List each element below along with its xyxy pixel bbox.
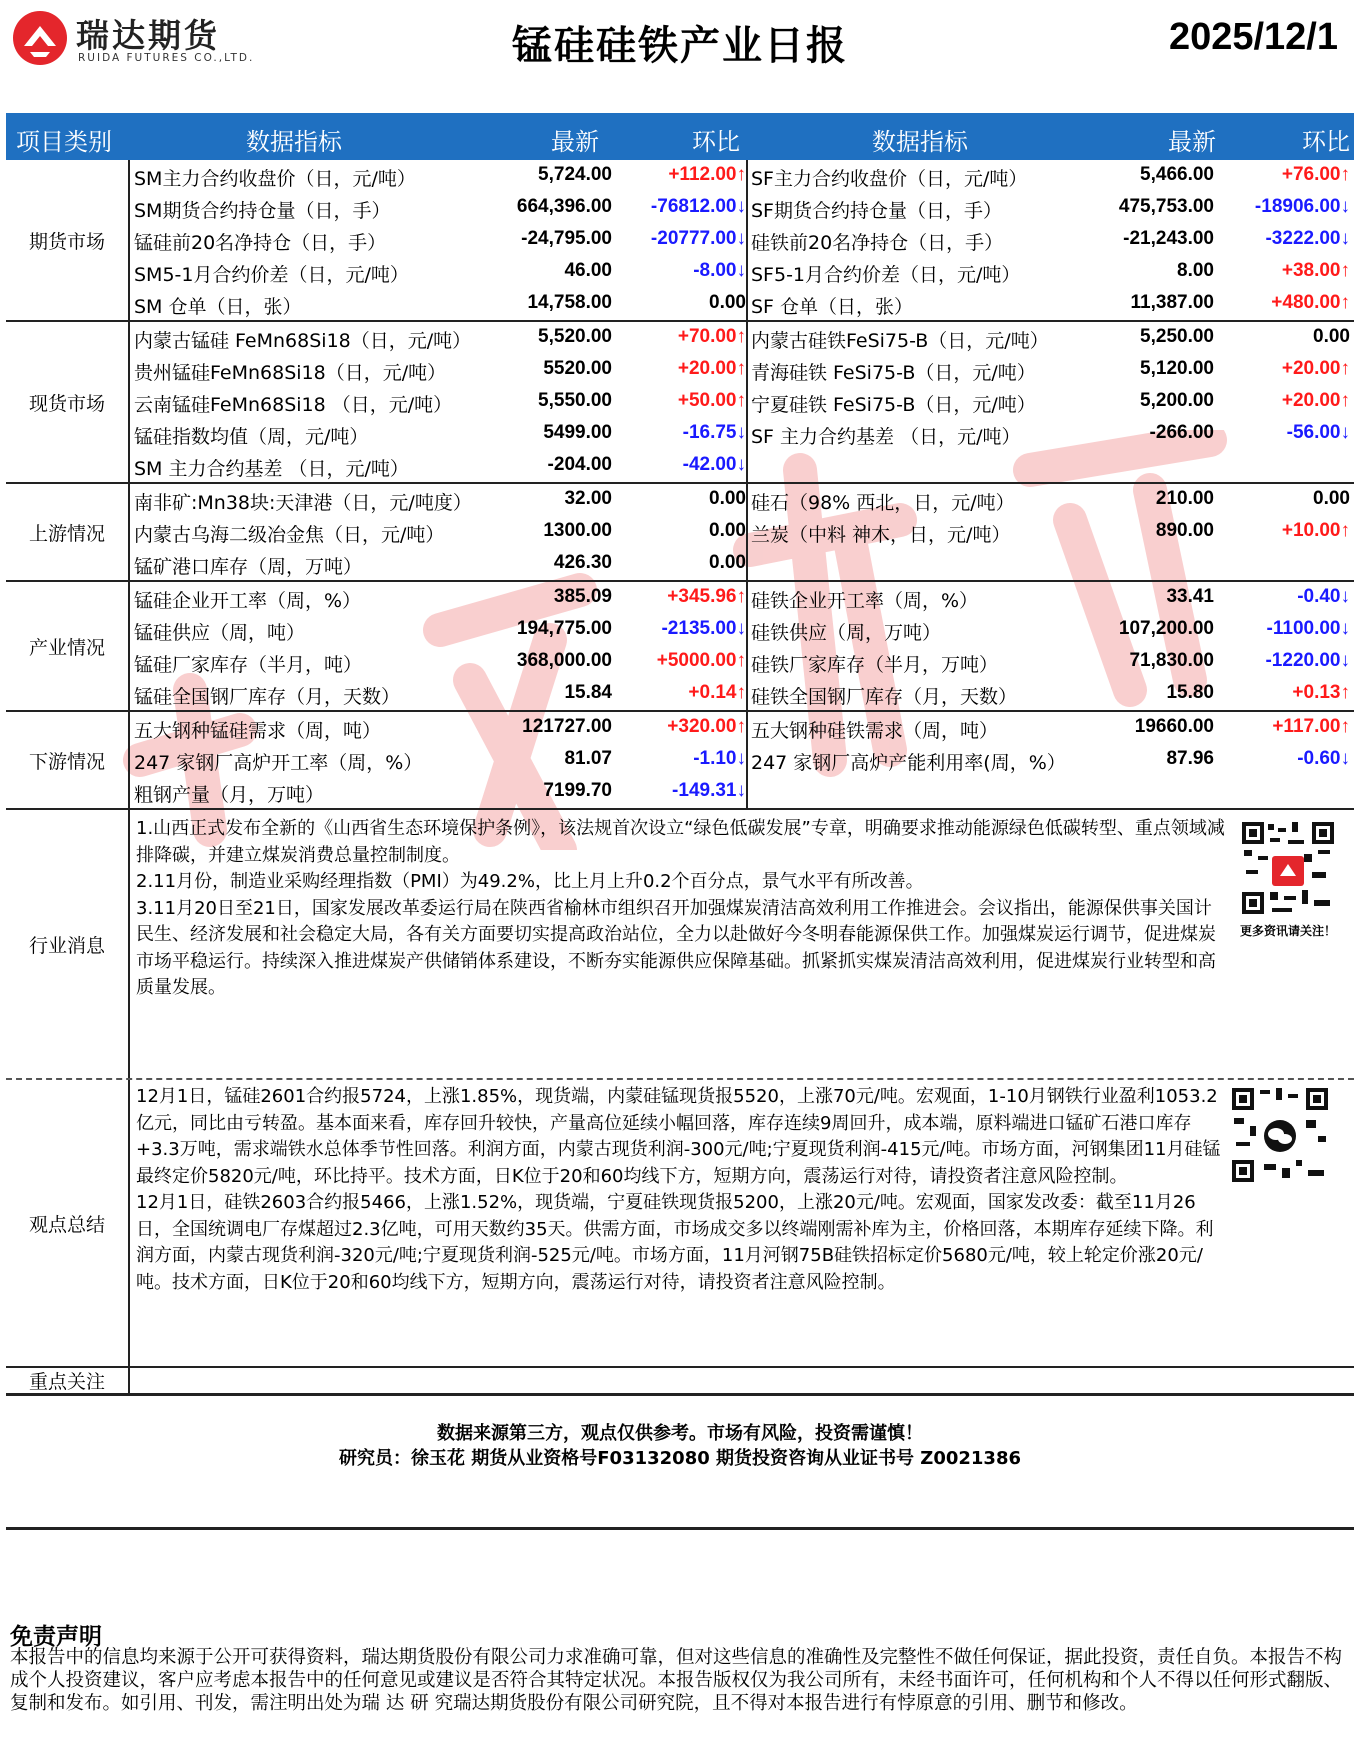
latest-value-left: 5,550.00 bbox=[538, 390, 612, 411]
section-category: 上游情况 bbox=[6, 484, 130, 580]
indicator-name-left: SM 主力合约基差 （日，元/吨） bbox=[134, 458, 409, 480]
change-value-left: -1.10↓ bbox=[693, 748, 746, 769]
change-value-left: 0.00 bbox=[709, 520, 746, 541]
table-row bbox=[6, 450, 1354, 482]
latest-value-left: -24,795.00 bbox=[521, 228, 612, 249]
brand-name-cn: 瑞达期货 bbox=[76, 16, 220, 55]
latest-value-left: 194,775.00 bbox=[516, 618, 612, 639]
latest-value-left: 664,396.00 bbox=[516, 196, 612, 217]
paragraph: 12月1日，硅铁2603合约报5466，上涨1.52%，现货端，宁夏硅铁现货报5200，上涨20元/吨。宏观面，国家发改委：截至11月26日，全国统调电厂存煤超过2.3亿吨，可用天数约35天。供需方面，市场成交多以终端刚需补库为主，价格回落，本期库存延续下降。利润方面，内蒙古现货利润-320元/吨;宁夏现货利润-525元/吨。市场方面，11月河钢75B硅铁招标定价5680元/吨，较上轮定价涨20元/吨。技术方面，日K位于20和60均线下方，短期方向，震荡运行对待，请投资者注意风险控制。 bbox=[136, 1192, 1214, 1293]
header-change-left: 环比 bbox=[692, 128, 740, 156]
data-table bbox=[6, 113, 1354, 1396]
indicator-name-right: 兰炭（中料 神木，日，元/吨） bbox=[751, 524, 1011, 546]
news-text bbox=[136, 816, 1226, 1002]
header-change-right: 环比 bbox=[1302, 128, 1350, 156]
latest-value-right: 15.80 bbox=[1166, 682, 1214, 703]
indicator-name-right: SF5-1月合约价差（日，元/吨） bbox=[751, 264, 1021, 286]
table-row bbox=[6, 418, 1354, 450]
indicator-name-right: 硅石（98% 西北，日，元/吨） bbox=[751, 492, 1015, 514]
latest-value-left: 385.09 bbox=[553, 586, 612, 607]
table-section bbox=[6, 484, 1354, 582]
disclaimer-title: 免责声明 bbox=[10, 1624, 102, 1650]
indicator-name-right: 内蒙古硅铁FeSi75-B（日，元/吨） bbox=[751, 330, 1049, 352]
latest-value-right: 5,250.00 bbox=[1140, 326, 1214, 347]
latest-value-left: 121727.00 bbox=[522, 716, 612, 737]
table-section bbox=[6, 160, 1354, 322]
summary-text bbox=[136, 1084, 1226, 1296]
indicator-name-left: 247 家钢厂高炉开工率（周，%） bbox=[134, 752, 423, 774]
change-value-right: +76.00↑ bbox=[1281, 164, 1350, 185]
report-date: 2025/12/1 bbox=[1168, 16, 1338, 58]
section-category: 重点关注 bbox=[6, 1368, 130, 1393]
disclaimer-text: 本报告中的信息均来源于公开可获得资料，瑞达期货股份有限公司力求准确可靠，但对这些信息的准确性及完整性不做任何保证，据此投资，责任自负。本报告不构成个人投资建议，客户应考虑本报告中的任何意见或建议是否符合其特定状况。本报告版权仅为我公司所有，未经书面许可，任何机构和个人不得以任何形式翻版、复制和发布。如引用、刊发，需注明出处为瑞 达 研 究瑞达期货股份有限公司研究院，且不得对本报告进行有悖原意的引用、删节和修改。 bbox=[10, 1647, 1343, 1714]
change-value-right: -1100.00↓ bbox=[1266, 618, 1350, 639]
latest-value-right: 107,200.00 bbox=[1118, 618, 1214, 639]
change-value-left: -20777.00↓ bbox=[650, 228, 746, 249]
latest-value-right: -21,243.00 bbox=[1123, 228, 1214, 249]
table-row bbox=[6, 646, 1354, 678]
latest-value-right: -266.00 bbox=[1149, 422, 1214, 443]
change-value-right: +10.00↑ bbox=[1281, 520, 1350, 541]
latest-value-left: 368,000.00 bbox=[516, 650, 612, 671]
indicator-name-left: 贵州锰硅FeMn68Si18（日，元/吨） bbox=[134, 362, 447, 384]
indicator-name-right: SF主力合约收盘价（日，元/吨） bbox=[751, 168, 1028, 190]
latest-value-left: 32.00 bbox=[564, 488, 612, 509]
latest-value-right: 5,120.00 bbox=[1140, 358, 1214, 379]
section-category: 期货市场 bbox=[6, 160, 130, 320]
table-row bbox=[6, 484, 1354, 516]
indicator-name-left: 五大钢种锰硅需求（周，吨） bbox=[134, 720, 382, 742]
latest-value-right: 33.41 bbox=[1166, 586, 1214, 607]
indicator-name-left: 锰硅前20名净持仓（日，手） bbox=[134, 232, 387, 254]
qr-caption: 更多资讯请关注！ bbox=[1240, 924, 1337, 938]
latest-value-right: 8.00 bbox=[1177, 260, 1214, 281]
table-header bbox=[6, 113, 1354, 160]
table-row bbox=[6, 548, 1354, 580]
change-value-left: +0.14↑ bbox=[688, 682, 746, 703]
indicator-name-right: 247 家钢厂高炉产能利用率(周，%） bbox=[751, 752, 1066, 774]
analyst-info: 研究员：徐玉花 期货从业资格号F03132080 期货投资咨询从业证书号 Z0021386 bbox=[338, 1448, 1021, 1469]
latest-value-right: 19660.00 bbox=[1134, 716, 1214, 737]
table-row bbox=[6, 288, 1354, 320]
indicator-name-left: 锰硅指数均值（周，元/吨） bbox=[134, 426, 369, 448]
indicator-name-right: 宁夏硅铁 FeSi75-B（日，元/吨） bbox=[751, 394, 1036, 416]
change-value-left: -8.00↓ bbox=[693, 260, 746, 281]
header-latest-right: 最新 bbox=[1168, 128, 1216, 156]
latest-value-right: 87.96 bbox=[1166, 748, 1214, 769]
latest-value-left: 7199.70 bbox=[543, 780, 612, 801]
table-row bbox=[6, 192, 1354, 224]
change-value-left: 0.00 bbox=[709, 488, 746, 509]
indicator-name-left: 锰硅全国钢厂库存（月，天数） bbox=[134, 686, 401, 708]
table-row bbox=[6, 322, 1354, 354]
report-title: 锰硅硅铁产业日报 bbox=[512, 23, 848, 69]
wechat-icon bbox=[1264, 1120, 1296, 1152]
indicator-name-left: 内蒙古乌海二级冶金焦（日，元/吨） bbox=[134, 524, 445, 546]
change-value-left: -2135.00↓ bbox=[661, 618, 746, 639]
indicator-name-left: 锰矿港口库存（周，万吨） bbox=[134, 556, 363, 578]
indicator-name-left: 云南锰硅FeMn68Si18 （日，元/吨） bbox=[134, 394, 453, 416]
change-value-right: +0.13↑ bbox=[1292, 682, 1350, 703]
change-value-left: +50.00↑ bbox=[677, 390, 746, 411]
table-row bbox=[6, 224, 1354, 256]
table-row bbox=[6, 678, 1354, 710]
change-value-left: +345.96↑ bbox=[667, 586, 746, 607]
latest-value-right: 890.00 bbox=[1155, 520, 1214, 541]
sections-container bbox=[6, 160, 1354, 810]
change-value-left: 0.00 bbox=[709, 552, 746, 573]
section-category: 行业消息 bbox=[6, 810, 130, 1078]
indicator-name-left: 南非矿:Mn38块:天津港（日，元/吨度） bbox=[134, 492, 472, 514]
paragraph: 3.11月20日至21日，国家发展改革委运行局在陕西省榆林市组织召开加强煤炭清洁高效利用工作推进会。会议指出，能源保供事关国计民生、经济发展和社会稳定大局，各有关方面要切实提高政治站位，全力以赴做好今冬明春能源保供工作。加强煤炭运行调节，促进煤炭市场平稳运行。持续深入推进煤炭产供储销体系建设，不断夯实能源供应保障基础。抓紧抓实煤炭清洁高效利用，促进煤炭行业转型和高质量发展。 bbox=[136, 897, 1216, 998]
section-category: 观点总结 bbox=[6, 1080, 130, 1366]
table-row bbox=[6, 582, 1354, 614]
latest-value-left: 46.00 bbox=[564, 260, 612, 281]
indicator-name-left: SM5-1月合约价差（日，元/吨） bbox=[134, 264, 409, 286]
change-value-left: 0.00 bbox=[709, 292, 746, 313]
latest-value-left: 81.07 bbox=[564, 748, 612, 769]
latest-value-left: -204.00 bbox=[547, 454, 612, 475]
change-value-left: +112.00↑ bbox=[668, 164, 746, 185]
report-header bbox=[0, 0, 1360, 100]
latest-value-left: 15.84 bbox=[564, 682, 612, 703]
section-category: 现货市场 bbox=[6, 322, 130, 482]
indicator-name-right: SF 主力合约基差 （日，元/吨） bbox=[751, 426, 1021, 448]
table-row bbox=[6, 744, 1354, 776]
latest-value-right: 5,466.00 bbox=[1140, 164, 1214, 185]
indicator-name-right: 硅铁企业开工率（周，%） bbox=[751, 590, 979, 612]
table-row bbox=[6, 614, 1354, 646]
latest-value-left: 5,724.00 bbox=[538, 164, 612, 185]
indicator-name-right: SF 仓单（日，张） bbox=[751, 296, 914, 318]
latest-value-left: 1300.00 bbox=[543, 520, 612, 541]
indicator-name-right: SF期货合约持仓量（日，手） bbox=[751, 200, 1002, 222]
header-indicator-right: 数据指标 bbox=[872, 128, 968, 156]
focus-section bbox=[6, 1366, 1354, 1396]
indicator-name-right: 硅铁供应（周，万吨） bbox=[751, 622, 942, 644]
change-value-left: -16.75↓ bbox=[682, 422, 746, 443]
brand-name-en: RUIDA FUTURES CO.,LTD. bbox=[78, 52, 255, 64]
section-category: 下游情况 bbox=[6, 712, 130, 808]
indicator-name-left: 内蒙古锰硅 FeMn68Si18（日，元/吨） bbox=[134, 330, 472, 352]
latest-value-left: 14,758.00 bbox=[527, 292, 612, 313]
summary-section bbox=[6, 1080, 1354, 1366]
qr-code-icon bbox=[1224, 1086, 1336, 1186]
change-value-left: +20.00↑ bbox=[677, 358, 746, 379]
paragraph: 1.山西正式发布全新的《山西省生态环境保护条例》，该法规首次设立“绿色低碳发展”专章，明确要求推动能源绿色低碳转型、重点领域减排降碳，并建立煤炭消费总量控制制度。 bbox=[136, 818, 1225, 866]
change-value-left: +5000.00↑ bbox=[656, 650, 746, 671]
change-value-right: +20.00↑ bbox=[1281, 358, 1350, 379]
table-row bbox=[6, 354, 1354, 386]
footer-note bbox=[0, 1421, 1360, 1471]
latest-value-right: 71,830.00 bbox=[1129, 650, 1214, 671]
latest-value-right: 210.00 bbox=[1155, 488, 1214, 509]
change-value-right: 0.00 bbox=[1313, 326, 1350, 347]
latest-value-left: 5520.00 bbox=[543, 358, 612, 379]
table-row bbox=[6, 712, 1354, 744]
table-section bbox=[6, 322, 1354, 484]
table-row bbox=[6, 256, 1354, 288]
indicator-name-left: 锰硅供应（周，吨） bbox=[134, 622, 306, 644]
indicator-name-right: 硅铁全国钢厂库存（月，天数） bbox=[751, 686, 1018, 708]
table-row bbox=[6, 160, 1354, 192]
change-value-left: +70.00↑ bbox=[677, 326, 746, 347]
change-value-right: -3222.00↓ bbox=[1265, 228, 1350, 249]
latest-value-left: 5,520.00 bbox=[538, 326, 612, 347]
table-row bbox=[6, 776, 1354, 808]
indicator-name-right: 硅铁厂家库存（半月，万吨） bbox=[751, 654, 999, 676]
indicator-name-left: SM 仓单（日，张） bbox=[134, 296, 302, 318]
indicator-name-right: 五大钢种硅铁需求（周，吨） bbox=[751, 720, 999, 742]
change-value-right: -0.60↓ bbox=[1297, 748, 1350, 769]
change-value-right: +117.00↑ bbox=[1272, 716, 1350, 737]
brand-logo bbox=[10, 8, 260, 68]
indicator-name-right: 硅铁前20名净持仓（日，手） bbox=[751, 232, 1004, 254]
ruida-logo-icon bbox=[10, 8, 70, 68]
divider bbox=[6, 1527, 1354, 1530]
header-category: 项目类别 bbox=[16, 128, 112, 156]
table-row bbox=[6, 386, 1354, 418]
paragraph: 2.11月份，制造业采购经理指数（PMI）为49.2%，比上月上升0.2个百分点，景气水平有所改善。 bbox=[136, 871, 924, 892]
change-value-left: +320.00↑ bbox=[667, 716, 746, 737]
latest-value-left: 426.30 bbox=[553, 552, 612, 573]
change-value-right: -18906.00↓ bbox=[1254, 196, 1350, 217]
change-value-right: -1220.00↓ bbox=[1265, 650, 1350, 671]
table-section bbox=[6, 582, 1354, 712]
indicator-name-left: 粗钢产量（月，万吨） bbox=[134, 784, 325, 806]
change-value-right: 0.00 bbox=[1313, 488, 1350, 509]
paragraph: 12月1日，锰硅2601合约报5724，上涨1.85%，现货端，内蒙硅锰现货报5520，上涨70元/吨。宏观面，1-10月钢铁行业盈利1053.2亿元，同比由亏转盈。基本面来看，库存回升较快，产量高位延续小幅回落，库存连续9周回升，成本端，原料端进口锰矿石港口库存+3.3万吨，需求端铁水总体季节性回落。利润方面，内蒙古现货利润-300元/吨;宁夏现货利润-415元/吨。市场方面，河钢集团11月硅锰最终定价5820元/吨，环比持平。技术方面，日K位于20和60均线下方，短期方向，震荡运行对待，请投资者注意风险控制。 bbox=[136, 1086, 1221, 1187]
section-category: 产业情况 bbox=[6, 582, 130, 710]
change-value-right: +20.00↑ bbox=[1281, 390, 1350, 411]
change-value-left: -149.31↓ bbox=[672, 780, 746, 801]
table-row bbox=[6, 516, 1354, 548]
indicator-name-left: 锰硅厂家库存（半月，吨） bbox=[134, 654, 363, 676]
change-value-left: -76812.00↓ bbox=[650, 196, 746, 217]
table-section bbox=[6, 712, 1354, 810]
change-value-left: -42.00↓ bbox=[682, 454, 746, 475]
change-value-right: +38.00↑ bbox=[1281, 260, 1350, 281]
change-value-right: -56.00↓ bbox=[1286, 422, 1350, 443]
news-section bbox=[6, 810, 1354, 1080]
indicator-name-left: SM期货合约持仓量（日，手） bbox=[134, 200, 391, 222]
indicator-name-right: 青海硅铁 FeSi75-B（日，元/吨） bbox=[751, 362, 1036, 384]
qr-code-icon bbox=[1232, 820, 1344, 920]
header-indicator-left: 数据指标 bbox=[246, 128, 342, 156]
change-value-right: -0.40↓ bbox=[1297, 586, 1350, 607]
latest-value-right: 5,200.00 bbox=[1140, 390, 1214, 411]
risk-note: 数据来源第三方，观点仅供参考。市场有风险，投资需谨慎！ bbox=[437, 1423, 923, 1444]
header-latest-left: 最新 bbox=[551, 128, 599, 156]
latest-value-left: 5499.00 bbox=[543, 422, 612, 443]
latest-value-right: 11,387.00 bbox=[1130, 292, 1214, 313]
latest-value-right: 475,753.00 bbox=[1118, 196, 1214, 217]
indicator-name-left: SM主力合约收盘价（日，元/吨） bbox=[134, 168, 416, 190]
indicator-name-left: 锰硅企业开工率（周，%） bbox=[134, 590, 362, 612]
change-value-right: +480.00↑ bbox=[1271, 292, 1350, 313]
